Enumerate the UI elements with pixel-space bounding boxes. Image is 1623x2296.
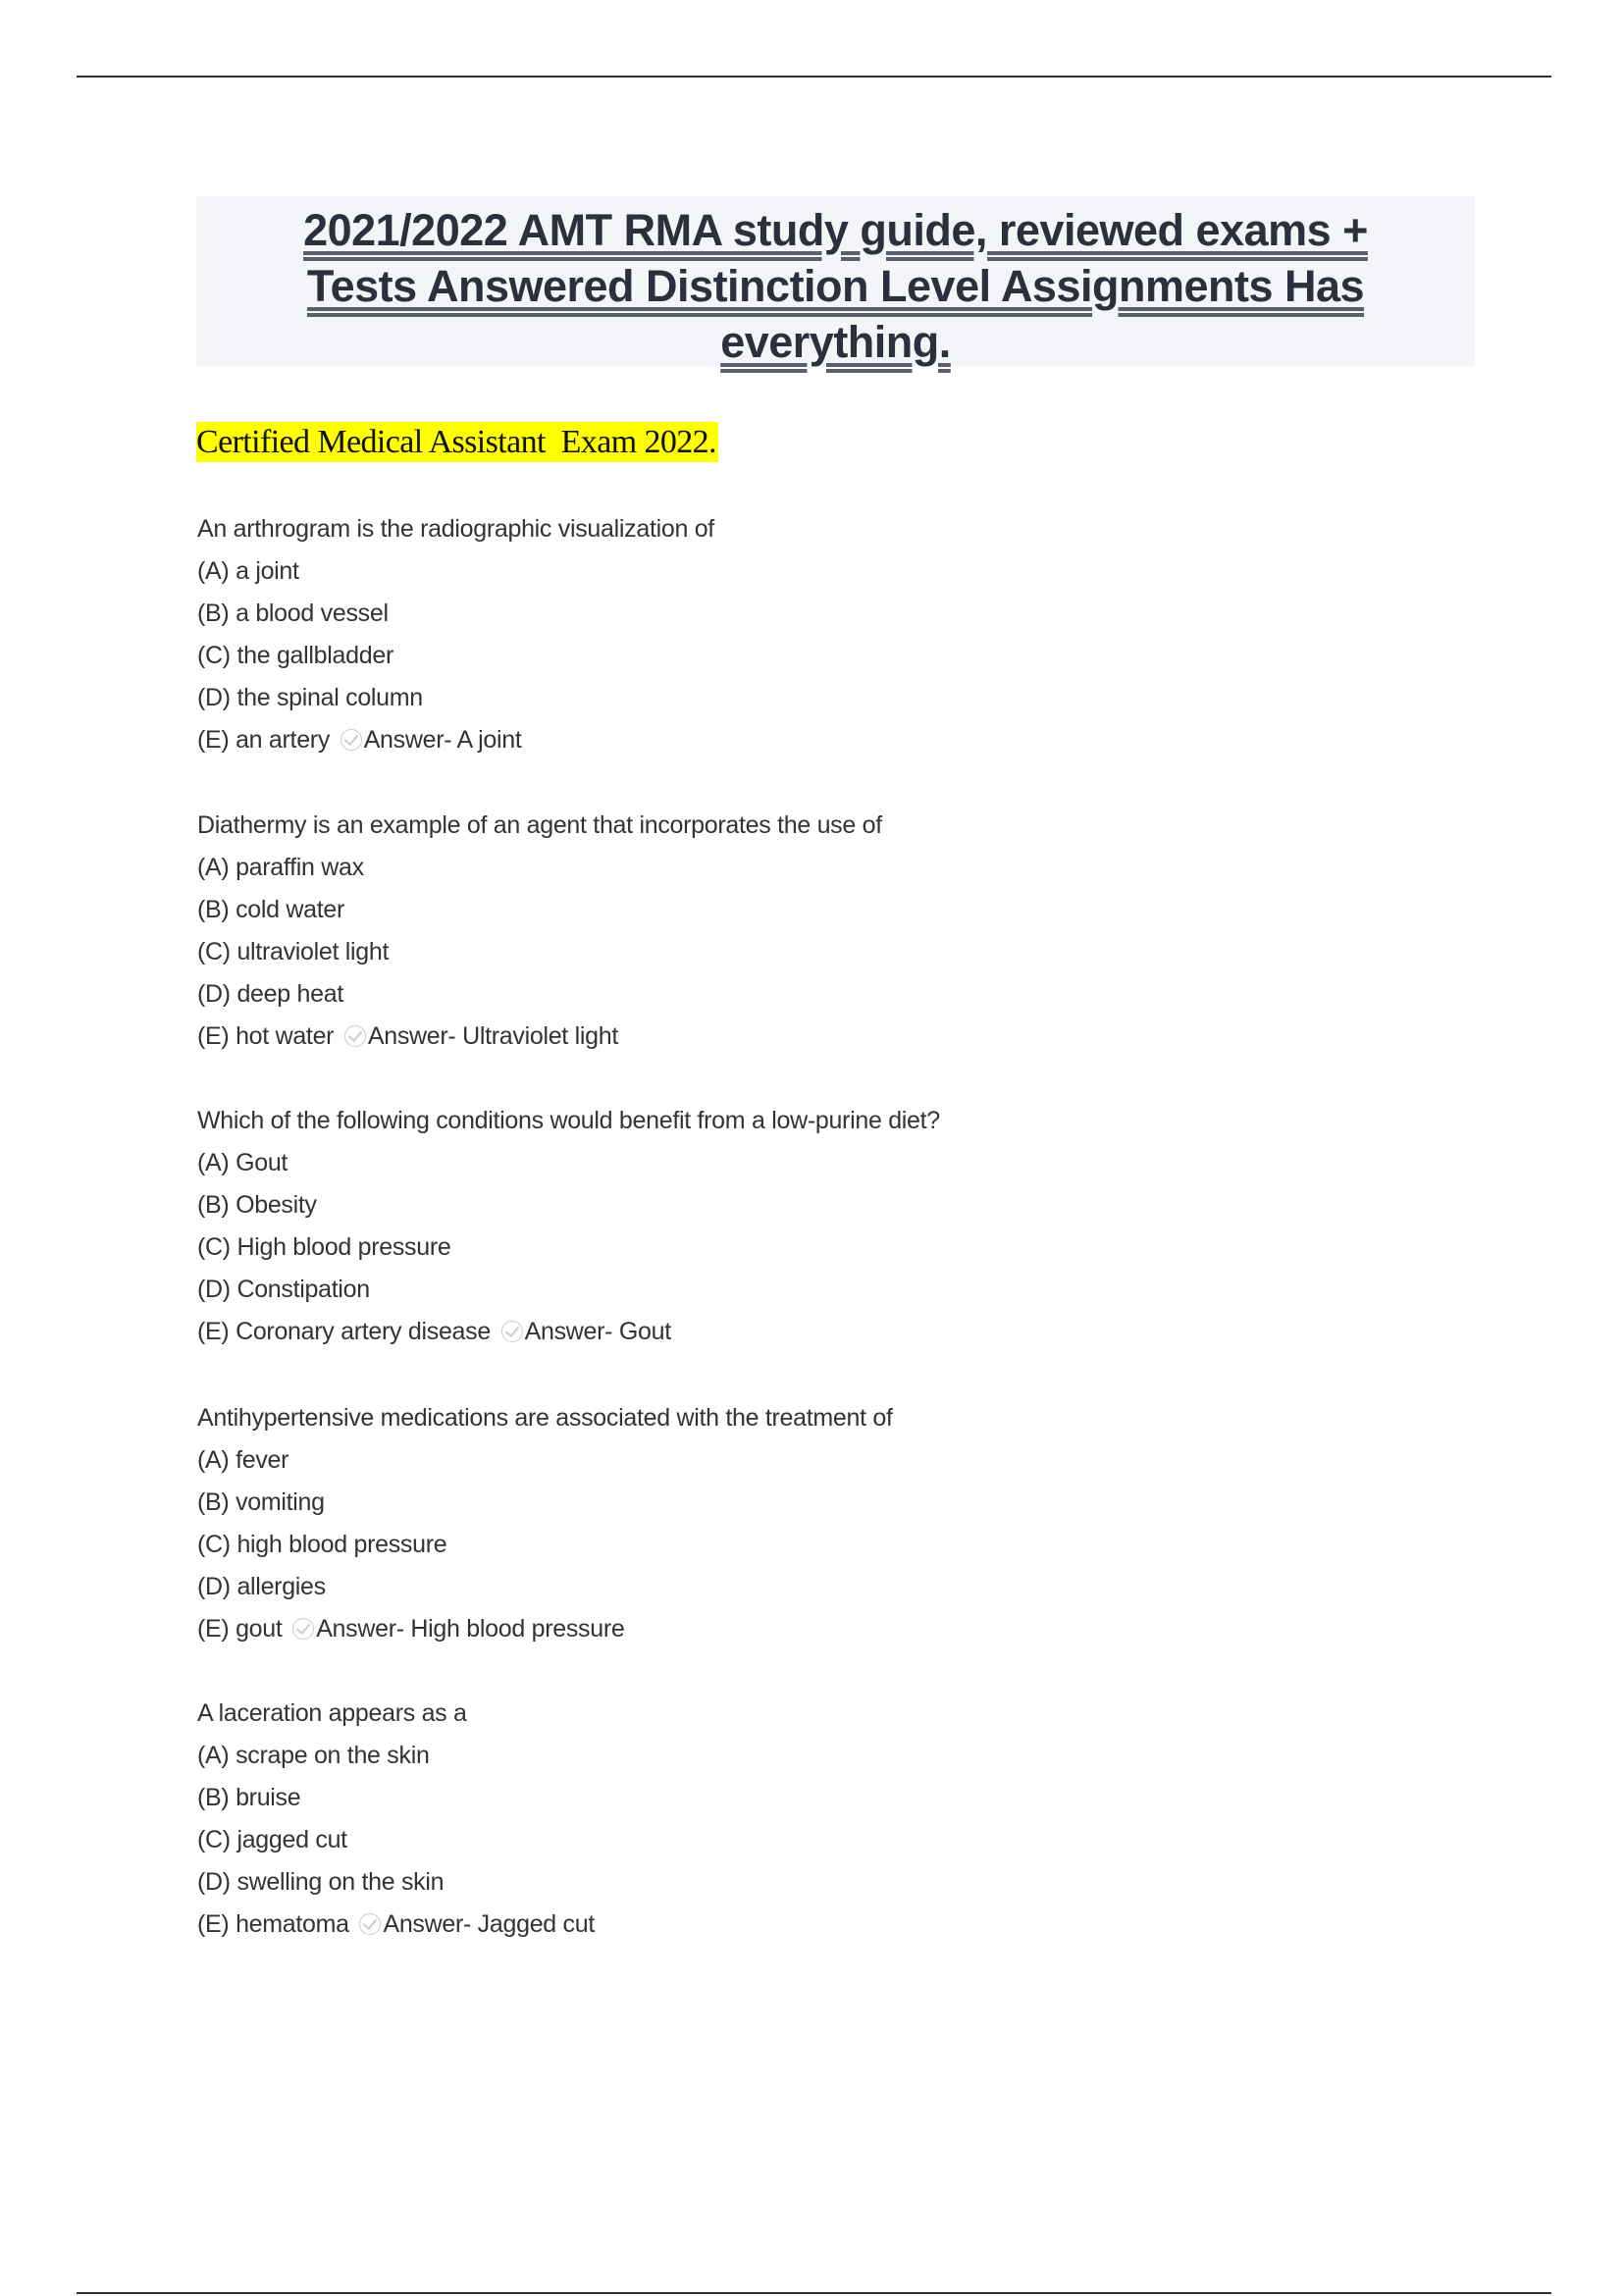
- title-box: [196, 196, 1475, 366]
- top-rule: [77, 76, 1551, 78]
- document-title: [196, 196, 1475, 370]
- answer-option: [197, 1226, 940, 1269]
- question-text: Which of the following conditions would benefit from a low-purine diet?: [197, 1107, 940, 1134]
- option-text: (C) high blood pressure: [197, 1531, 447, 1558]
- answer-option: [197, 1439, 893, 1482]
- highlighted-subtitle: Certified Medical Assistant Exam 2022.: [196, 424, 716, 460]
- answer-option: [197, 1819, 595, 1861]
- option-text: (A) scrape on the skin: [197, 1742, 430, 1769]
- answer-option: [197, 847, 882, 889]
- option-text: (D) allergies: [197, 1573, 326, 1600]
- question-text: Diathermy is an example of an agent that incorporates the use of: [197, 811, 882, 839]
- answer-option: [197, 1861, 595, 1904]
- option-text: (A) a joint: [197, 557, 299, 585]
- answer-text: Answer- Ultraviolet light: [367, 1022, 618, 1050]
- title-line-1: 2021/2022 AMT RMA study guide, reviewed exams +: [303, 205, 1368, 255]
- bottom-rule: [77, 2292, 1551, 2294]
- answer-option: [197, 1735, 595, 1777]
- question-text: An arthrogram is the radiographic visualization of: [197, 515, 714, 543]
- option-text: (A) fever: [197, 1446, 289, 1474]
- option-text: (B) Obesity: [197, 1191, 317, 1219]
- question-block: [197, 1693, 595, 1946]
- answer-option: [197, 1269, 940, 1311]
- answer-option: [197, 1016, 882, 1058]
- check-circle-icon: [501, 1321, 523, 1342]
- option-text: (C) the gallbladder: [197, 642, 393, 669]
- option-text: (D) deep heat: [197, 980, 343, 1008]
- option-text: (B) a blood vessel: [197, 600, 389, 627]
- question-text: Antihypertensive medications are associated with the treatment of: [197, 1404, 893, 1432]
- option-text: (E) an artery: [197, 726, 331, 754]
- answer-text: Answer- Jagged cut: [383, 1910, 596, 1938]
- answer-text: Answer- A joint: [363, 726, 522, 754]
- title-line-3: everything.: [720, 317, 951, 367]
- option-text: (E) Coronary artery disease: [197, 1318, 491, 1345]
- option-text: (C) ultraviolet light: [197, 938, 390, 965]
- answer-option: [197, 593, 714, 635]
- question-block: [197, 508, 714, 761]
- check-circle-icon: [340, 729, 362, 751]
- answer-text: Answer- Gout: [524, 1318, 671, 1345]
- question-text: A laceration appears as a: [197, 1699, 467, 1727]
- option-text: (C) jagged cut: [197, 1826, 347, 1853]
- answer-option: [197, 1904, 595, 1946]
- option-text: (D) the spinal column: [197, 684, 423, 711]
- option-text: (B) bruise: [197, 1784, 301, 1811]
- answer-option: [197, 1608, 893, 1650]
- question-block: [197, 1397, 893, 1650]
- option-text: (D) swelling on the skin: [197, 1868, 445, 1896]
- answer-option: [197, 550, 714, 593]
- check-circle-icon: [344, 1025, 366, 1047]
- answer-option: [197, 1566, 893, 1608]
- option-text: (E) hematoma: [197, 1910, 349, 1938]
- question-block: [197, 1100, 940, 1353]
- option-text: (B) cold water: [197, 896, 345, 923]
- answer-option: [197, 1184, 940, 1226]
- option-text: (A) Gout: [197, 1149, 288, 1176]
- option-text: (E) gout: [197, 1615, 283, 1643]
- answer-option: [197, 1777, 595, 1819]
- answer-option: [197, 1524, 893, 1566]
- title-line-2: Tests Answered Distinction Level Assignments Has: [306, 261, 1365, 311]
- question-block: [197, 805, 882, 1058]
- answer-text: Answer- High blood pressure: [316, 1615, 625, 1643]
- answer-option: [197, 1482, 893, 1524]
- answer-option: [197, 1142, 940, 1184]
- answer-option: [197, 635, 714, 677]
- option-text: (A) paraffin wax: [197, 854, 364, 881]
- check-circle-icon: [359, 1913, 381, 1935]
- check-circle-icon: [292, 1618, 314, 1640]
- option-text: (C) High blood pressure: [197, 1233, 451, 1261]
- answer-option: [197, 1311, 940, 1353]
- answer-option: [197, 931, 882, 973]
- option-text: (E) hot water: [197, 1022, 335, 1050]
- answer-option: [197, 973, 882, 1016]
- answer-option: [197, 889, 882, 931]
- option-text: (D) Constipation: [197, 1276, 370, 1303]
- option-text: (B) vomiting: [197, 1488, 325, 1516]
- answer-option: [197, 677, 714, 719]
- answer-option: [197, 719, 714, 761]
